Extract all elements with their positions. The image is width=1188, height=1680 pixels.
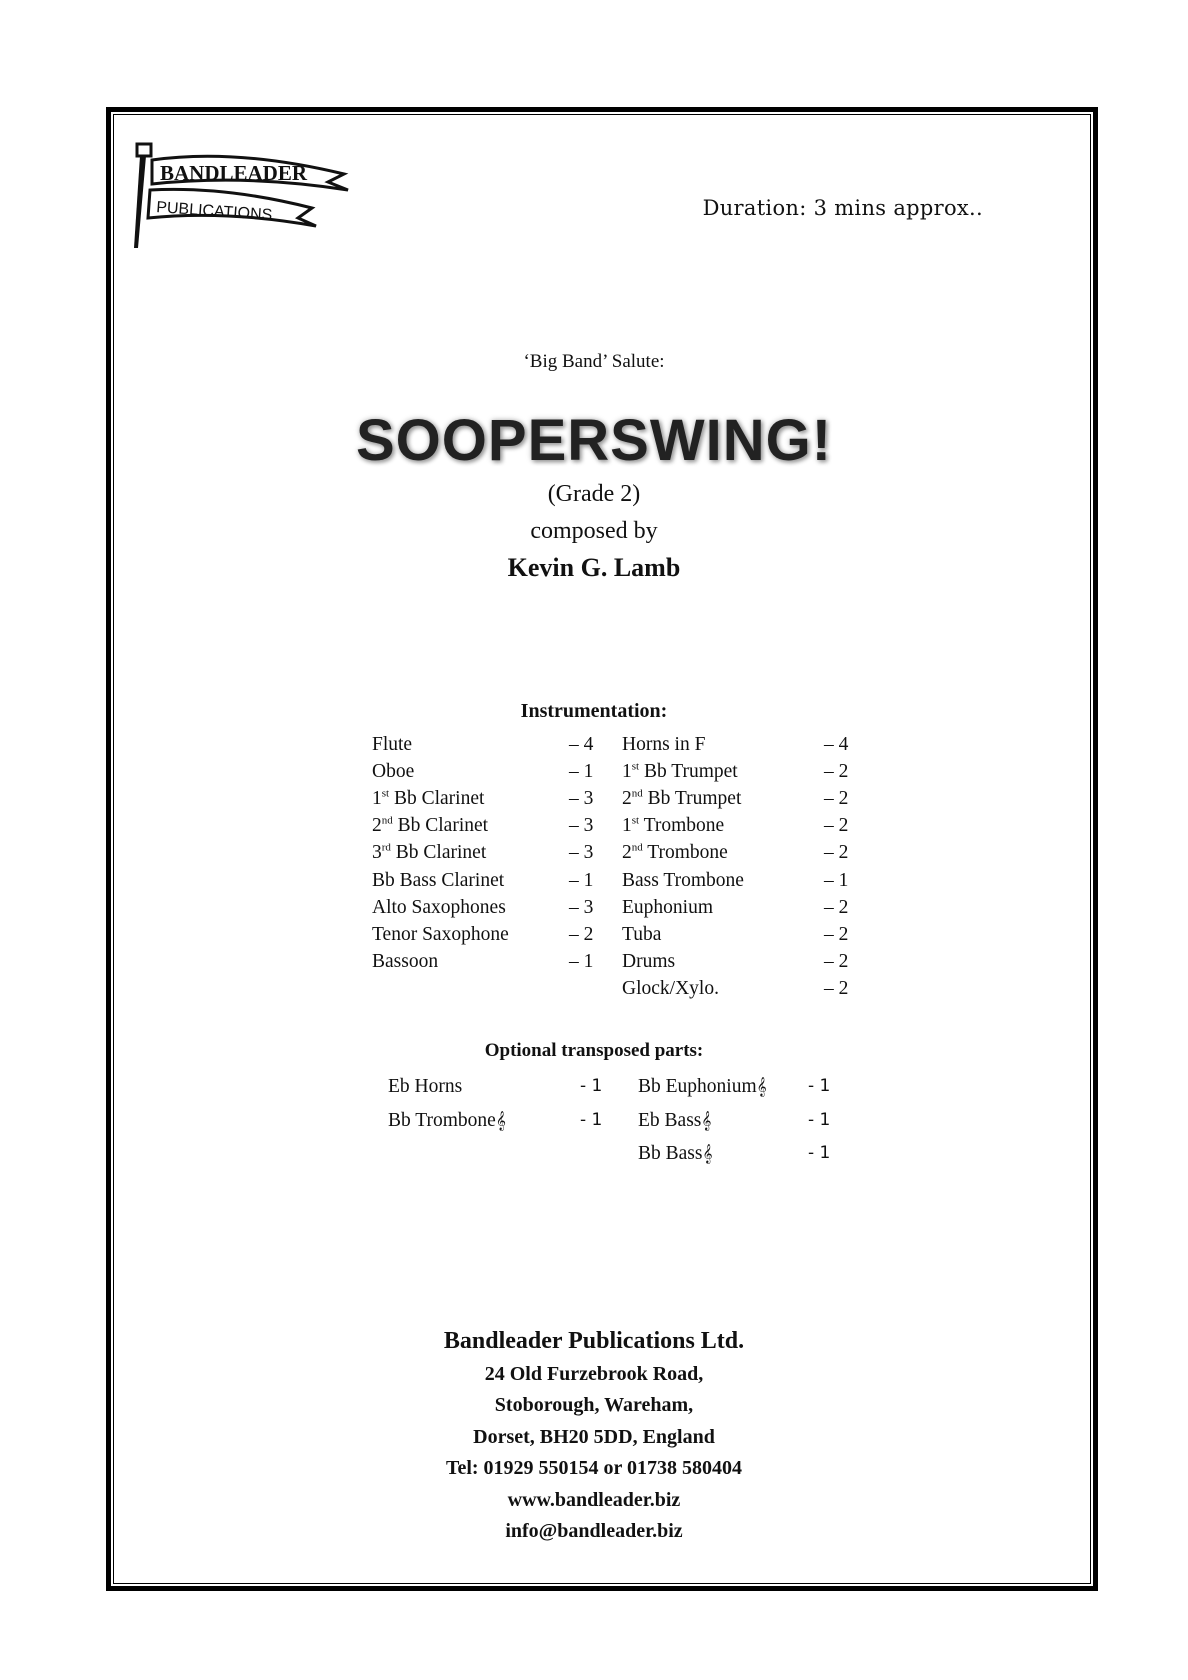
optional-part-count: - 1 — [580, 1076, 603, 1096]
instrument-name — [622, 731, 705, 758]
optional-part-count: - 1 — [808, 1143, 831, 1163]
instrument-name — [372, 867, 504, 894]
instrument-label: Trombone — [642, 842, 728, 864]
instrument-name — [372, 812, 488, 839]
instrument-ordinal: 1 — [622, 761, 632, 783]
instrument-label: Bassoon — [372, 950, 439, 972]
instrument-count: – 2 — [824, 896, 849, 918]
optional-part-label: Eb Bass — [638, 1109, 702, 1131]
instrument-label: Horns in F — [622, 734, 706, 755]
instrument-name — [372, 839, 486, 866]
instrumentation-heading: Instrumentation: — [520, 700, 668, 722]
optional-part-count: - 1 — [580, 1109, 603, 1130]
instrument-name — [372, 758, 414, 785]
instrument-label: Trombone — [639, 815, 725, 837]
instrument-ordinal: 3 — [372, 842, 382, 864]
instrument-count: – 3 — [569, 788, 594, 810]
instrument-label: Oboe — [372, 761, 415, 783]
address-line: Dorset, BH20 5DD, England — [473, 1425, 715, 1448]
svg-text:BANDLEADER: BANDLEADER — [160, 161, 308, 185]
optional-part-label: Eb Horns — [388, 1076, 463, 1097]
instrument-label: Bb Bass Clarinet — [372, 869, 505, 891]
instrument-ordinal: 2 — [372, 815, 382, 837]
optional-part-label: Bb Bass — [638, 1143, 703, 1164]
instrument-ordinal-suffix: st — [631, 814, 640, 827]
instrument-label: Bb Clarinet — [390, 842, 487, 864]
instrument-label: Bb Trumpet — [639, 761, 738, 783]
treble-clef-icon: 𝄞 — [702, 1144, 713, 1164]
instrument-count: – 1 — [569, 950, 594, 972]
instrument-count: – 2 — [824, 761, 849, 783]
instrument-count: – 2 — [824, 842, 849, 864]
instrument-count: – 1 — [569, 761, 594, 783]
instrument-label: Flute — [372, 734, 413, 755]
instrument-name — [622, 921, 661, 948]
instrument-label: Glock/Xylo. — [622, 977, 719, 999]
optional-part-count: - 1 — [808, 1109, 831, 1130]
svg-text:PUBLICATIONS: PUBLICATIONS — [155, 199, 273, 225]
instrument-ordinal-suffix: nd — [631, 787, 643, 800]
optional-part-name — [388, 1073, 462, 1100]
instrument-name — [372, 948, 438, 975]
treble-clef-icon: 𝄞 — [756, 1077, 767, 1097]
instrument-label: Bb Clarinet — [392, 815, 489, 837]
instrument-label: Drums — [622, 950, 676, 972]
instrument-ordinal-suffix: rd — [381, 841, 391, 854]
optional-part-count: - 1 — [808, 1076, 831, 1096]
instrument-name — [372, 894, 506, 921]
subtitle: ‘Big Band’ Salute: — [523, 351, 665, 372]
instrument-ordinal: 2 — [622, 788, 632, 810]
optional-part-label: Bb Euphonium — [638, 1076, 757, 1097]
address-line: 24 Old Furzebrook Road, — [484, 1363, 704, 1385]
instrument-label: Euphonium — [622, 896, 713, 918]
optional-parts-heading: Optional transposed parts: — [484, 1040, 704, 1061]
instrument-name — [622, 948, 675, 975]
address-line: Stoborough, Wareham, — [494, 1394, 694, 1417]
instrument-ordinal-suffix: nd — [381, 814, 393, 827]
address-line: info@bandleader.biz — [505, 1520, 683, 1542]
instrument-name — [622, 867, 744, 894]
instrument-count: – 3 — [569, 896, 594, 918]
instrument-count: – 4 — [824, 734, 849, 755]
instrument-ordinal: 1 — [622, 815, 632, 837]
instrument-label: Tenor Saxophone — [372, 923, 509, 945]
instrument-label: Alto Saxophones — [372, 896, 506, 918]
bandleader-publications-logo — [126, 138, 371, 250]
instrument-name — [622, 975, 719, 1002]
publisher-name: Bandleader Publications Ltd. — [443, 1328, 745, 1354]
instrument-count: – 3 — [569, 842, 594, 864]
instrument-name — [622, 894, 713, 921]
instrument-ordinal: 2 — [622, 842, 632, 864]
instrument-count: – 4 — [569, 734, 594, 755]
instrument-name — [622, 758, 738, 785]
composer-name: Kevin G. Lamb — [507, 553, 681, 582]
instrument-count: – 3 — [569, 815, 594, 837]
instrument-ordinal-suffix: st — [631, 760, 640, 773]
optional-part-name — [638, 1140, 713, 1167]
optional-part-name — [388, 1107, 506, 1134]
address-line: www.bandleader.biz — [507, 1488, 681, 1511]
instrument-count: – 2 — [569, 923, 594, 945]
instrument-label: Tuba — [622, 923, 662, 945]
treble-clef-icon: 𝄞 — [701, 1110, 712, 1131]
instrument-ordinal: 1 — [372, 788, 382, 810]
instrument-name — [622, 839, 728, 866]
instrument-label: Bass Trombone — [622, 869, 744, 891]
instrument-name — [622, 785, 741, 812]
optional-part-label: Bb Trombone — [388, 1109, 496, 1131]
instrument-count: – 1 — [824, 869, 849, 891]
optional-part-name — [638, 1107, 711, 1134]
instrument-name — [372, 731, 412, 758]
instrument-count: – 2 — [824, 977, 849, 999]
treble-clef-icon: 𝄞 — [495, 1110, 506, 1131]
duration: Duration: 3 mins approx.. — [702, 196, 983, 220]
instrument-label: Bb Clarinet — [389, 788, 485, 810]
instrument-name — [372, 785, 484, 812]
instrument-count: – 1 — [569, 869, 594, 891]
instrument-ordinal-suffix: st — [381, 787, 390, 800]
composed-by-label: composed by — [530, 518, 658, 544]
instrument-count: – 2 — [824, 815, 849, 837]
address-line: Tel: 01929 550154 or 01738 580404 — [445, 1457, 743, 1480]
instrument-count: – 2 — [824, 788, 849, 810]
instrument-count: – 2 — [824, 950, 849, 972]
optional-part-name — [638, 1073, 767, 1100]
instrument-count: – 2 — [824, 923, 849, 945]
instrument-label: Bb Trumpet — [642, 788, 742, 810]
instrument-ordinal-suffix: nd — [631, 841, 643, 854]
piece-title: SOOPERSWING! — [355, 408, 833, 473]
instrument-name — [372, 921, 509, 948]
grade: (Grade 2) — [547, 481, 641, 507]
instrument-name — [622, 812, 724, 839]
